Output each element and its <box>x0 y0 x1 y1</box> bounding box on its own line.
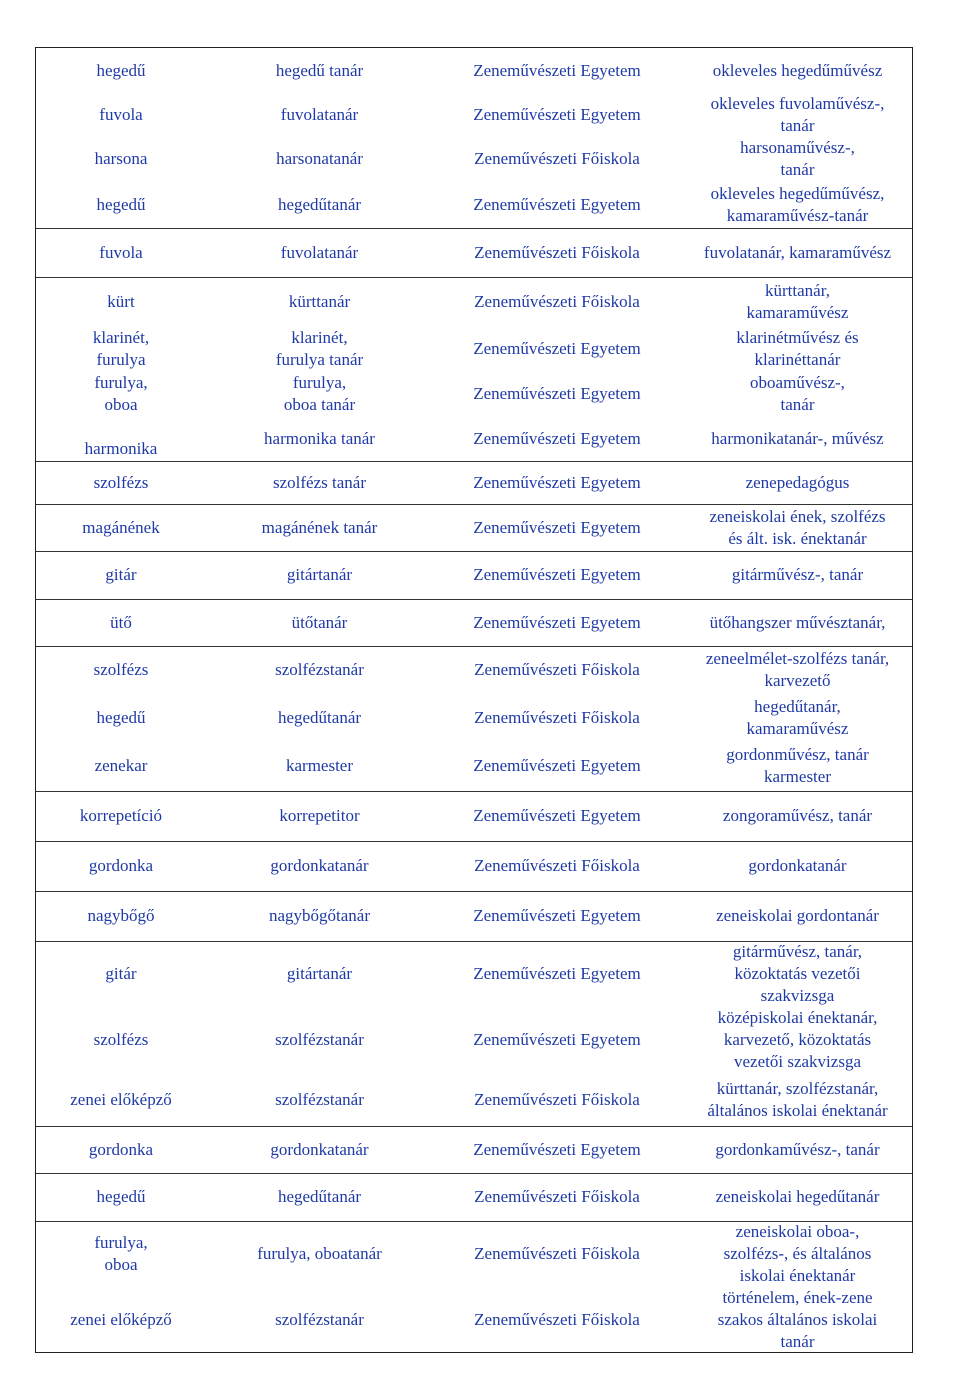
cell-degree <box>681 181 914 228</box>
cell-school <box>433 599 681 646</box>
teacher-qualifications-table <box>35 47 913 1353</box>
cell-instrument <box>36 326 206 371</box>
instrument-text: fuvola <box>99 242 143 262</box>
cell-school <box>433 1126 681 1173</box>
cell-degree <box>681 1173 914 1221</box>
position-text: klarinét, furulya tanár <box>275 327 364 369</box>
cell-degree <box>681 1006 914 1074</box>
degree-text: zeneelmélet-szolfézs tanár, karvezető <box>705 649 890 690</box>
cell-instrument <box>36 891 206 941</box>
school-text: Zeneművészeti Főiskola <box>474 242 640 262</box>
cell-instrument <box>36 791 206 841</box>
cell-position <box>206 1074 433 1126</box>
cell-instrument <box>36 461 206 504</box>
school-text: Zeneművészeti Egyetem <box>473 1030 641 1049</box>
cell-position <box>206 694 433 741</box>
school-text: Zeneművészeti Egyetem <box>473 756 641 775</box>
school-text: Zeneművészeti Egyetem <box>473 806 641 825</box>
position-text: magánének tanár <box>261 517 378 537</box>
instrument-text: harsona <box>94 148 148 168</box>
cell-instrument <box>36 48 206 93</box>
degree-text: kürttanár, kamaraművész <box>746 280 849 322</box>
instrument-text: furulya, oboa <box>94 1232 148 1274</box>
cell-school <box>433 1221 681 1286</box>
degree-text: zongoraművész, tanár <box>722 806 873 825</box>
cell-degree <box>681 551 914 599</box>
cell-position <box>206 136 433 181</box>
cell-degree <box>681 371 914 416</box>
cell-instrument <box>36 1074 206 1126</box>
degree-text: okleveles hegedűművész, kamaraművész-tanár <box>710 183 885 225</box>
cell-position <box>206 599 433 646</box>
cell-instrument <box>36 228 206 277</box>
school-text: Zeneművészeti Egyetem <box>473 60 641 80</box>
instrument-text: magánének <box>82 517 160 537</box>
school-text: Zeneművészeti Főiskola <box>474 148 640 168</box>
cell-instrument <box>36 841 206 891</box>
cell-position <box>206 941 433 1006</box>
instrument-text: ütő <box>110 612 132 632</box>
school-text: Zeneművészeti Egyetem <box>473 517 641 537</box>
cell-position <box>206 416 433 461</box>
cell-position <box>206 228 433 277</box>
cell-school <box>433 277 681 326</box>
cell-degree <box>681 277 914 326</box>
degree-text: hegedűtanár, kamaraművész <box>746 696 849 738</box>
degree-text: harsonaművész-, tanár <box>740 137 855 179</box>
cell-degree <box>681 1221 914 1286</box>
cell-degree <box>681 326 914 371</box>
position-text: harsonatanár <box>276 148 363 168</box>
cell-position <box>206 1126 433 1173</box>
cell-school <box>433 136 681 181</box>
cell-degree <box>681 646 914 694</box>
degree-text: gordonművész, tanár karmester <box>726 745 869 786</box>
cell-school <box>433 416 681 461</box>
degree-text: oboaművész-, tanár <box>750 372 845 414</box>
cell-instrument <box>36 93 206 136</box>
instrument-text: gitár <box>105 565 137 584</box>
cell-degree <box>681 416 914 461</box>
school-text: Zeneművészeti Főiskola <box>474 1187 640 1206</box>
instrument-text: gordonka <box>88 856 154 875</box>
school-text: Zeneművészeti Egyetem <box>473 963 641 983</box>
position-text: szolfézstanár <box>275 1030 364 1049</box>
position-text: fuvolatanár <box>280 242 359 262</box>
cell-instrument <box>36 741 206 791</box>
cell-instrument <box>36 599 206 646</box>
cell-degree <box>681 599 914 646</box>
instrument-text: furulya, oboa <box>94 372 148 414</box>
position-text: furulya, oboatanár <box>257 1243 382 1263</box>
cell-position <box>206 1221 433 1286</box>
cell-degree <box>681 228 914 277</box>
position-text: gitártanár <box>286 963 353 983</box>
cell-school <box>433 181 681 228</box>
position-text: szolfézstanár <box>275 1090 364 1109</box>
cell-school <box>433 1286 681 1354</box>
cell-school <box>433 646 681 694</box>
cell-position <box>206 461 433 504</box>
cell-school <box>433 228 681 277</box>
degree-text: zeneiskolai ének, szolfézs és ált. isk. énektanár <box>709 506 886 548</box>
cell-instrument <box>36 371 206 416</box>
cell-school <box>433 371 681 416</box>
cell-position <box>206 48 433 93</box>
school-text: Zeneművészeti Főiskola <box>474 660 640 679</box>
cell-instrument <box>36 1006 206 1074</box>
school-text: Zeneművészeti Egyetem <box>473 194 641 214</box>
cell-position <box>206 1006 433 1074</box>
school-text: Zeneművészeti Egyetem <box>473 565 641 584</box>
instrument-text: klarinét, furulya <box>92 327 150 369</box>
school-text: Zeneművészeti Egyetem <box>473 383 641 403</box>
cell-degree <box>681 841 914 891</box>
degree-text: zeneiskolai oboa-, szolfézs-, és általános iskolai énektanár <box>723 1221 872 1285</box>
school-text: Zeneművészeti Egyetem <box>473 906 641 925</box>
instrument-text: hegedű <box>96 194 146 214</box>
school-text: Zeneművészeti Egyetem <box>473 104 641 124</box>
position-text: kürttanár <box>288 291 351 311</box>
instrument-text: szolfézs <box>93 660 149 679</box>
instrument-text: hegedű <box>96 60 146 80</box>
cell-school <box>433 504 681 551</box>
position-text: hegedűtanár <box>277 707 362 727</box>
instrument-text: kürt <box>107 291 135 311</box>
cell-degree <box>681 93 914 136</box>
position-text: korrepetitor <box>279 806 360 825</box>
instrument-text: gordonka <box>88 1139 154 1159</box>
cell-instrument <box>36 551 206 599</box>
instrument-text: gitár <box>105 963 137 983</box>
cell-school <box>433 551 681 599</box>
cell-instrument <box>36 1286 206 1354</box>
school-text: Zeneművészeti Főiskola <box>474 707 640 727</box>
cell-school <box>433 941 681 1006</box>
position-text: hegedűtanár <box>277 1187 362 1206</box>
school-text: Zeneművészeti Főiskola <box>474 291 640 311</box>
instrument-text: korrepetíció <box>79 806 163 825</box>
position-text: gordonkatanár <box>270 856 369 875</box>
instrument-text: hegedű <box>96 1187 146 1206</box>
instrument-text: szolfézs <box>93 472 149 492</box>
instrument-text: fuvola <box>99 104 143 124</box>
cell-position <box>206 891 433 941</box>
cell-degree <box>681 1126 914 1173</box>
school-text: Zeneművészeti Egyetem <box>473 1139 641 1159</box>
cell-instrument <box>36 1126 206 1173</box>
position-text: hegedű tanár <box>275 60 364 80</box>
cell-position <box>206 504 433 551</box>
cell-degree <box>681 1286 914 1354</box>
degree-text: ütőhangszer művésztanár, <box>709 612 886 632</box>
cell-degree <box>681 694 914 741</box>
degree-text: okleveles fuvolaművész-, tanár <box>710 93 885 135</box>
cell-instrument <box>36 1221 206 1286</box>
school-text: Zeneművészeti Főiskola <box>474 1090 640 1109</box>
cell-instrument <box>36 181 206 228</box>
cell-instrument <box>36 136 206 181</box>
degree-text: gitárművész, tanár, közoktatás vezetői szakvizsga <box>732 941 863 1005</box>
cell-instrument <box>36 694 206 741</box>
cell-instrument <box>36 277 206 326</box>
school-text: Zeneművészeti Egyetem <box>473 428 641 448</box>
school-text: Zeneművészeti Egyetem <box>473 338 641 358</box>
cell-instrument <box>36 1173 206 1221</box>
school-text: Zeneművészeti Főiskola <box>474 1310 640 1329</box>
cell-school <box>433 694 681 741</box>
cell-instrument <box>36 646 206 694</box>
position-text: gordonkatanár <box>270 1139 369 1159</box>
school-text: Zeneművészeti Főiskola <box>474 1243 640 1263</box>
instrument-text: zenekar <box>94 756 148 775</box>
degree-text: kürttanár, szolfézstanár, általános iskolai énektanár <box>707 1079 888 1120</box>
cell-position <box>206 93 433 136</box>
cell-position <box>206 181 433 228</box>
cell-position <box>206 646 433 694</box>
position-text: ütőtanár <box>291 612 348 632</box>
cell-instrument <box>36 504 206 551</box>
cell-degree <box>681 136 914 181</box>
degree-text: zenepedagógus <box>745 472 850 492</box>
degree-text: gitárművész-, tanár <box>731 565 864 584</box>
cell-position <box>206 841 433 891</box>
cell-school <box>433 326 681 371</box>
degree-text: gordonkatanár <box>748 856 847 875</box>
position-text: furulya, oboa tanár <box>283 372 356 414</box>
degree-text: gordonkaművész-, tanár <box>715 1139 880 1159</box>
instrument-text: harmonika <box>84 438 158 458</box>
cell-school <box>433 791 681 841</box>
cell-school <box>433 741 681 791</box>
cell-school <box>433 1074 681 1126</box>
cell-degree <box>681 461 914 504</box>
degree-text: okleveles hegedűművész <box>712 60 883 80</box>
instrument-text: hegedű <box>96 707 146 727</box>
cell-school <box>433 891 681 941</box>
instrument-text: zenei előképző <box>70 1090 172 1109</box>
cell-school <box>433 1006 681 1074</box>
cell-position <box>206 551 433 599</box>
position-text: szolfézstanár <box>275 660 364 679</box>
cell-position <box>206 326 433 371</box>
cell-school <box>433 1173 681 1221</box>
cell-school <box>433 48 681 93</box>
degree-text: fuvolatanár, kamaraművész <box>703 242 892 262</box>
instrument-text: zenei előképző <box>70 1310 172 1329</box>
degree-text: klarinétművész és klarinéttanár <box>736 327 859 369</box>
instrument-text: szolfézs <box>93 1030 149 1049</box>
degree-text: zeneiskolai gordontanár <box>716 906 879 925</box>
cell-degree <box>681 891 914 941</box>
position-text: szolfézstanár <box>275 1310 364 1329</box>
position-text: hegedűtanár <box>277 194 362 214</box>
cell-degree <box>681 504 914 551</box>
degree-text: történelem, ének-zene szakos általános iskolai tanár <box>717 1288 878 1351</box>
cell-degree <box>681 791 914 841</box>
cell-school <box>433 93 681 136</box>
cell-degree <box>681 1074 914 1126</box>
school-text: Zeneművészeti Főiskola <box>474 856 640 875</box>
school-text: Zeneművészeti Egyetem <box>473 612 641 632</box>
cell-school <box>433 841 681 891</box>
cell-degree <box>681 941 914 1006</box>
position-text: nagybőgőtanár <box>268 906 371 925</box>
degree-text: harmonikatanár-, művész <box>711 428 884 448</box>
position-text: gitártanár <box>286 565 353 584</box>
instrument-text: nagybőgő <box>87 906 155 925</box>
degree-text: zeneiskolai hegedűtanár <box>715 1187 880 1206</box>
cell-degree <box>681 48 914 93</box>
position-text: harmonika tanár <box>264 428 375 448</box>
cell-school <box>433 461 681 504</box>
cell-position <box>206 791 433 841</box>
position-text: fuvolatanár <box>280 104 359 124</box>
school-text: Zeneművészeti Egyetem <box>473 472 641 492</box>
cell-position <box>206 741 433 791</box>
cell-position <box>206 1286 433 1354</box>
position-text: karmester <box>285 756 354 775</box>
cell-position <box>206 371 433 416</box>
cell-degree <box>681 741 914 791</box>
cell-instrument <box>36 941 206 1006</box>
position-text: szolfézs tanár <box>273 472 366 492</box>
degree-text: középiskolai énektanár, karvezető, közoktatás vezetői szakvizsga <box>717 1008 878 1071</box>
cell-position <box>206 277 433 326</box>
cell-position <box>206 1173 433 1221</box>
